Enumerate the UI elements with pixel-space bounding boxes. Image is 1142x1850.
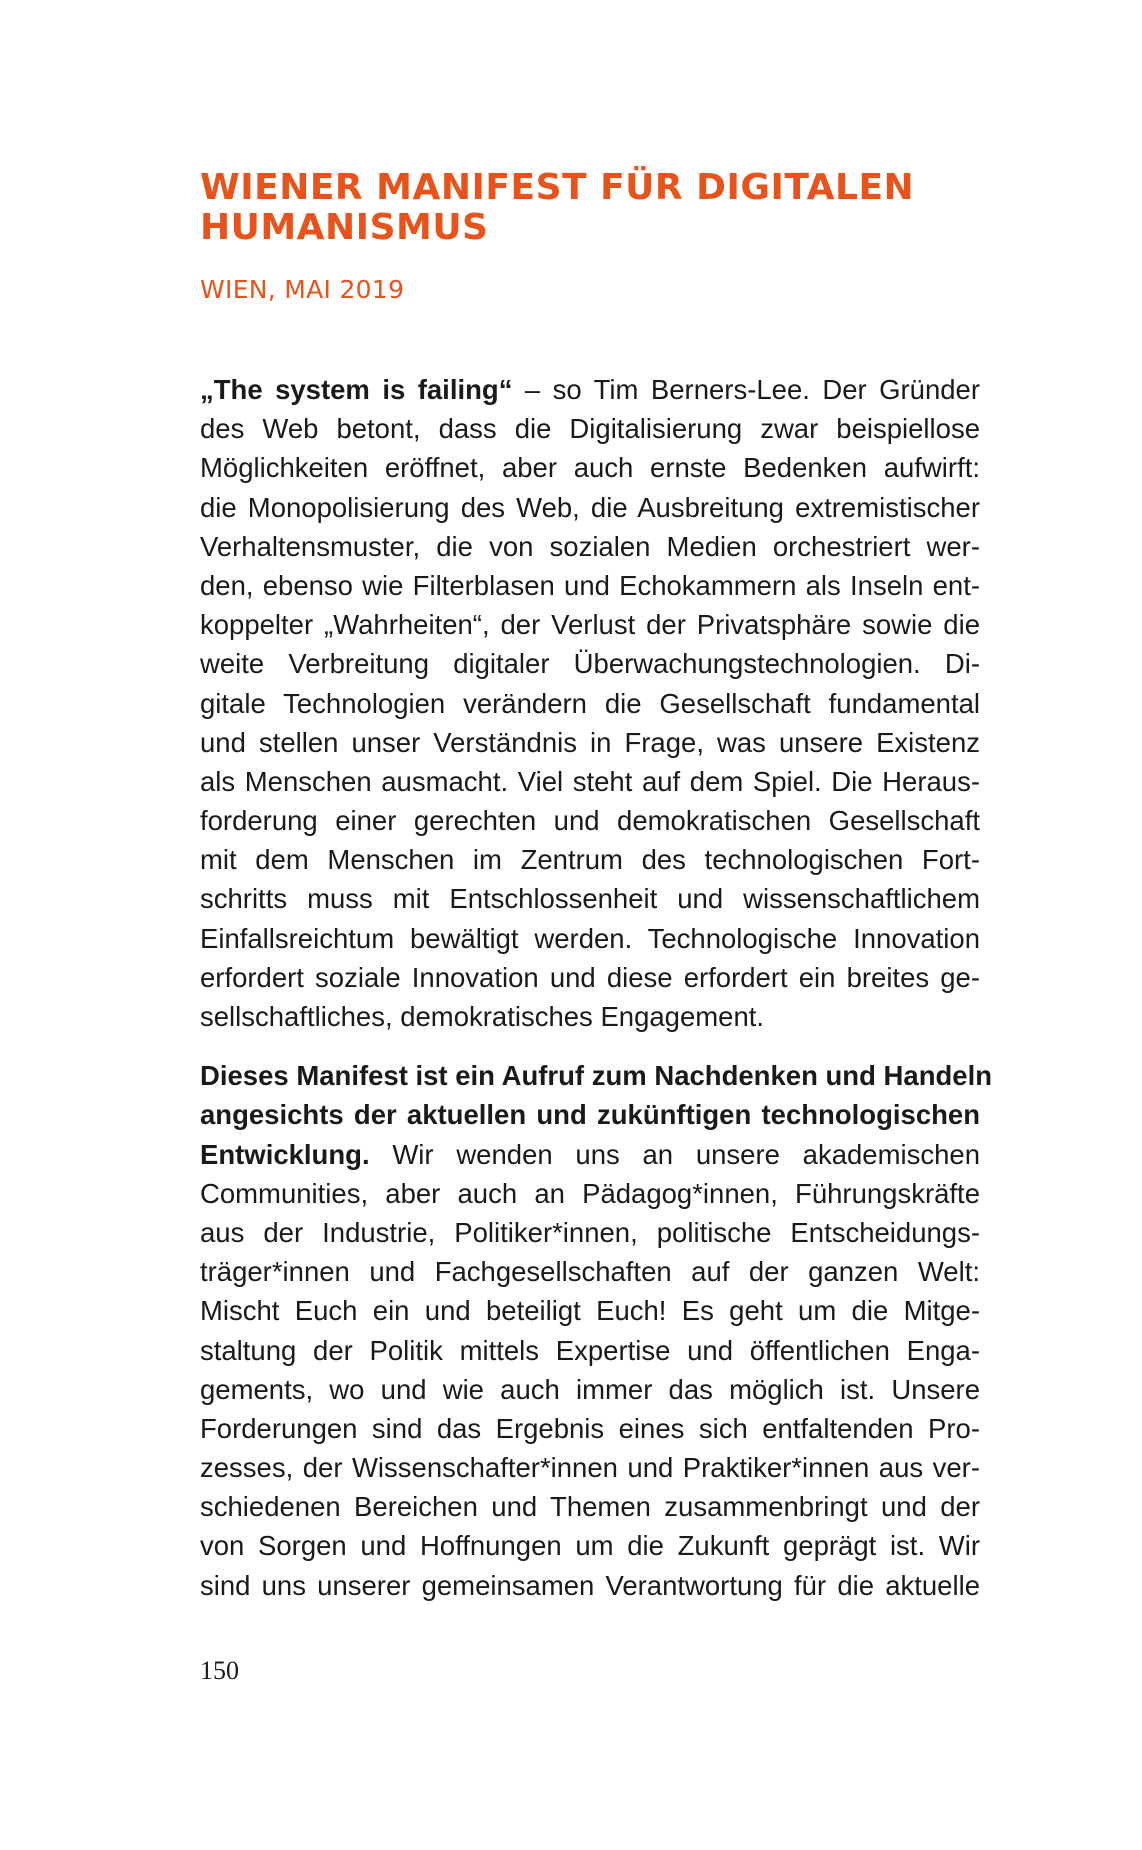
text-line: Einfallsreichtum bewältigt werden. Technologische Innovation [200, 922, 980, 954]
text-line [200, 1135, 980, 1174]
text-fragment: Wir wenden uns an unsere akademischen [369, 1138, 980, 1170]
text-line: staltung der Politik mittels Expertise und öffentlichen Enga- [200, 1334, 980, 1366]
text-line: sellschaftliches, demokratisches Engagement. [200, 1001, 765, 1032]
text-line: Communities, aber auch an Pädagog*innen, Führungskräfte [200, 1177, 980, 1209]
page-title-line-2: HUMANISMUS [200, 207, 489, 248]
text-fragment: – so Tim Berners-Lee. Der Gründer [512, 374, 980, 405]
text-line: forderung einer gerechten und demokratischen Gesellschaft [200, 805, 980, 837]
text-line: schritts muss mit Entschlossenheit und wissenschaftlichem [200, 883, 980, 915]
text-line: den, ebenso wie Filterblasen und Echokammern als Inseln ent- [200, 569, 980, 601]
paragraph-1 [200, 370, 980, 1036]
text-line: Mischt Euch ein und beteiligt Euch! Es geht um die Mitge- [200, 1295, 980, 1327]
bold-fragment: Entwicklung. [200, 1138, 370, 1170]
text-line: und stellen unser Verständnis in Frage, was unsere Existenz [200, 726, 980, 758]
text-line: schiedenen Bereichen und Themen zusammenbringt und der [200, 1491, 980, 1523]
text-line: erfordert soziale Innovation und diese erfordert ein breites ge- [200, 961, 980, 993]
text-line: koppelter „Wahrheiten“, der Verlust der Privatsphäre sowie die [200, 609, 980, 641]
text-line: weite Verbreitung digitaler Überwachungstechnologien. Di- [200, 648, 980, 680]
text-line: gements, wo und wie auch immer das möglich ist. Unsere [200, 1373, 980, 1405]
text-line: träger*innen und Fachgesellschaften auf der ganzen Welt: [200, 1256, 980, 1288]
page-subtitle: WIEN, MAI 2019 [200, 275, 405, 304]
text-line: Möglichkeiten eröffnet, aber auch ernste Bedenken aufwirft: [200, 452, 980, 484]
text-line: mit dem Menschen im Zentrum des technologischen Fort- [200, 844, 980, 876]
page-title-line-1: WIENER MANIFEST FÜR DIGITALEN [200, 167, 915, 208]
text-line: aus der Industrie, Politiker*innen, politische Entscheidungs- [200, 1216, 980, 1248]
text-line: Verhaltensmuster, die von sozialen Medien orchestriert wer- [200, 530, 980, 562]
text-line-bold: Dieses Manifest ist ein Aufruf zum Nachdenken und Handeln [200, 1060, 993, 1092]
lead-quote: „The system is failing“ [200, 374, 513, 405]
text-line: von Sorgen und Hoffnungen um die Zukunft geprägt ist. Wir [200, 1530, 980, 1562]
page-number: 150 [200, 1656, 239, 1685]
text-line: als Menschen ausmacht. Viel steht auf dem Spiel. Die Heraus- [200, 765, 980, 797]
text-line: die Monopolisierung des Web, die Ausbreitung extremistischer [200, 491, 980, 523]
text-line [200, 370, 980, 409]
paragraph-spacer [200, 1036, 980, 1056]
text-line: des Web betont, dass die Digitalisierung zwar beispiellose [200, 413, 980, 445]
text-line-bold: angesichts der aktuellen und zukünftigen technologischen [200, 1099, 980, 1131]
body-text [200, 370, 993, 1605]
text-line: zesses, der Wissenschafter*innen und Praktiker*innen aus ver- [200, 1452, 980, 1484]
text-line: sind uns unserer gemeinsamen Verantwortung für die aktuelle [200, 1569, 980, 1601]
text-line: gitale Technologien verändern die Gesellschaft fundamental [200, 687, 980, 719]
text-line: Forderungen sind das Ergebnis eines sich entfaltenden Pro- [200, 1412, 980, 1444]
page-title [200, 168, 980, 248]
paragraph-2 [200, 1056, 993, 1605]
